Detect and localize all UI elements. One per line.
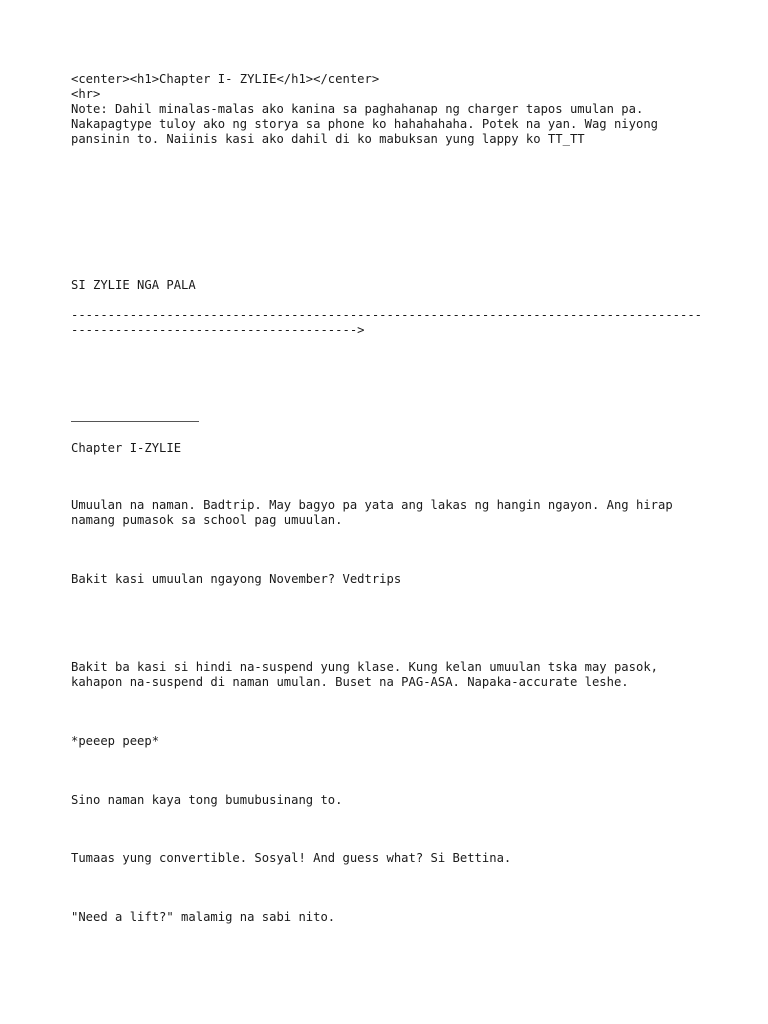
author-note-line-3: pansinin to. Naiinis kasi ako dahil di ko mabuksan yung lappy ko TT_TT <box>71 132 585 146</box>
arrow-divider-line-2: ---------------------------------------> <box>71 323 365 337</box>
chapter-title: Chapter I-ZYLIE <box>71 441 182 455</box>
paragraph-6: Tumaas yung convertible. Sosyal! And guess what? Si Bettina. <box>71 851 512 865</box>
paragraph-5: Sino naman kaya tong bumubusinang to. <box>71 793 343 807</box>
author-note-line-1: Note: Dahil minalas-malas ako kanina sa paghahanap ng charger tapos umulan pa. <box>71 102 644 116</box>
paragraph-3-line-2: kahapon na-suspend di naman umulan. Buset na PAG-ASA. Napaka-accurate leshe. <box>71 675 629 689</box>
paragraph-4: *peeep peep* <box>71 734 160 748</box>
arrow-divider-line-1: -------------------------------------------------------------------------------------- <box>71 308 703 322</box>
paragraph-7: "Need a lift?" malamig na sabi nito. <box>71 910 336 924</box>
header-markup-line: <center><h1>Chapter I- ZYLIE</h1></center> <box>71 72 380 86</box>
paragraph-1-line-2: namang pumasok sa school pag umuulan. <box>71 513 343 527</box>
author-note-line-2: Nakapagtype tuloy ako ng storya sa phone ko hahahahaha. Potek na yan. Wag niyong <box>71 117 658 131</box>
paragraph-2: Bakit kasi umuulan ngayong November? Vedtrips <box>71 572 402 586</box>
paragraph-1-line-1: Umuulan na naman. Badtrip. May bagyo pa yata ang lakas ng hangin ngayon. Ang hirap <box>71 498 673 512</box>
paragraph-3-line-1: Bakit ba kasi si hindi na-suspend yung klase. Kung kelan umuulan tska may pasok, <box>71 660 658 674</box>
intro-text: SI ZYLIE NGA PALA <box>71 278 196 292</box>
horizontal-rule <box>71 421 199 422</box>
hr-markup-line: <hr> <box>71 87 101 101</box>
